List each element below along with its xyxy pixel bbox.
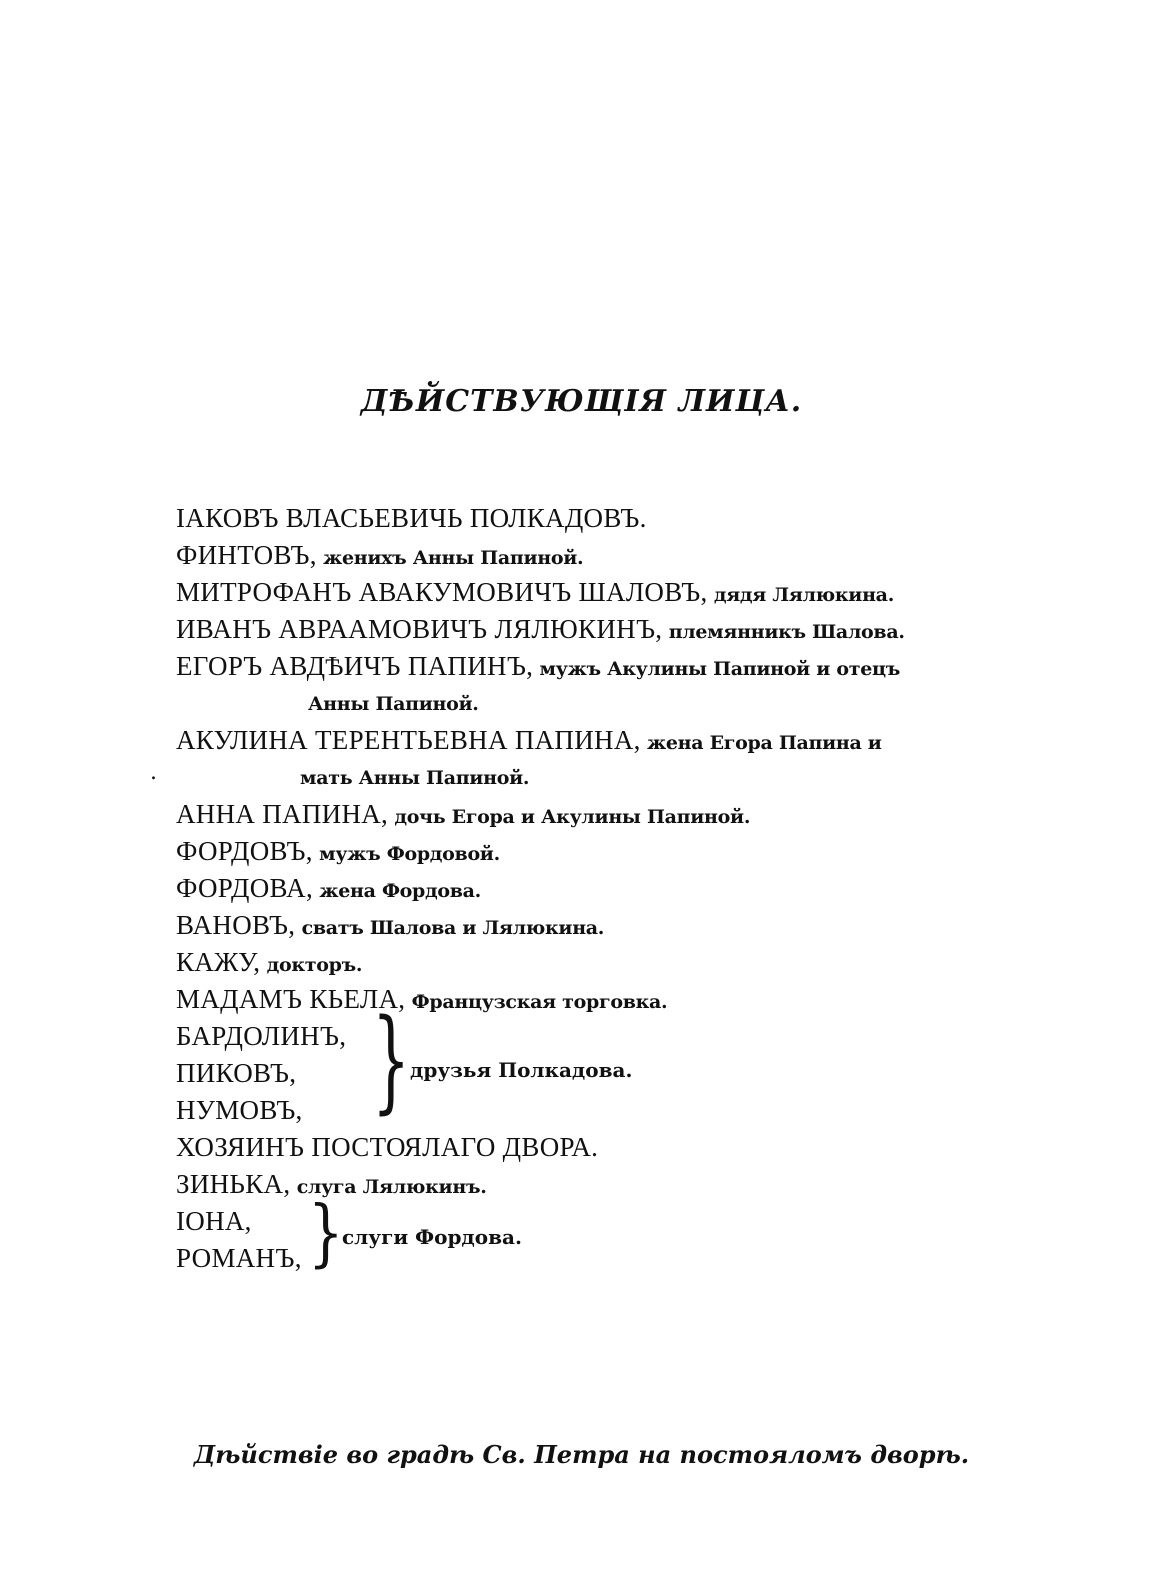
character-desc: женихъ Анны Папиной. xyxy=(316,547,584,569)
character-name: БАРДОЛИНЪ, xyxy=(176,1021,347,1051)
cast-entry xyxy=(176,574,1036,611)
character-desc: дочь Егора и Акулины Папиной. xyxy=(388,806,751,828)
right-brace: } xyxy=(372,996,411,1127)
cast-entry-continuation xyxy=(176,759,1036,796)
cast-entry xyxy=(176,1129,1036,1166)
character-desc: докторъ. xyxy=(260,954,363,976)
character-name: ФОРДОВЪ, xyxy=(176,836,313,866)
cast-entry xyxy=(176,1203,1036,1240)
character-desc-cont: мать Анны Папиной. xyxy=(300,767,530,789)
character-desc: дядя Лялюкина. xyxy=(707,584,895,606)
setting-note: Дѣйствіе во градѣ Св. Петра на постояломъ дворѣ. xyxy=(193,1440,970,1469)
character-desc: племянникъ Шалова. xyxy=(662,621,905,643)
character-name: ИВАНЪ АВРААМОВИЧЪ ЛЯЛЮКИНЪ, xyxy=(176,614,663,644)
character-desc: Французская торговка. xyxy=(405,991,668,1013)
cast-entry xyxy=(176,1166,1036,1203)
character-name: ФИНТОВЪ, xyxy=(176,540,317,570)
cast-entry xyxy=(176,500,1036,537)
character-name: ЗИНЬКА, xyxy=(176,1169,291,1199)
character-desc: сватъ Шалова и Лялюкина. xyxy=(295,917,605,939)
character-name: ФОРДОВА, xyxy=(176,873,314,903)
character-desc: жена Фордова. xyxy=(313,880,482,902)
character-desc: жена Егора Папина и xyxy=(640,732,882,754)
cast-entry xyxy=(176,722,1036,759)
character-name: ІОНА, xyxy=(176,1206,252,1236)
character-name: ПИКОВЪ, xyxy=(176,1058,297,1088)
character-name: ЕГОРЪ АВДѢИЧЪ ПАПИНЪ, xyxy=(176,651,534,681)
servants-group xyxy=(176,1191,1036,1277)
cast-entry xyxy=(176,833,1036,870)
cast-entry xyxy=(176,981,1036,1018)
cast-entry xyxy=(176,537,1036,574)
servants-names xyxy=(176,1203,1036,1277)
stray-mark: . xyxy=(150,760,157,785)
cast-entry xyxy=(176,907,1036,944)
character-desc: мужъ Фордовой. xyxy=(312,843,500,865)
cast-entry xyxy=(176,870,1036,907)
character-name: НУМОВЪ, xyxy=(176,1095,303,1125)
character-name: ІАКОВЪ ВЛАСЬЕВИЧЬ ПОЛКАДОВЪ. xyxy=(176,503,647,533)
cast-entry xyxy=(176,648,1036,685)
character-desc: слуга Лялюкинъ. xyxy=(290,1176,487,1198)
cast-entry xyxy=(176,1018,1036,1055)
character-desc: мужъ Акулины Папиной и отецъ xyxy=(533,658,900,680)
character-name: МАДАМЪ КЬЕЛА, xyxy=(176,984,406,1014)
character-name: ВАНОВЪ, xyxy=(176,910,296,940)
cast-entry-continuation xyxy=(176,685,1036,722)
character-desc-cont: Анны Папиной. xyxy=(308,693,479,715)
group-desc: слуги Фордова. xyxy=(342,1225,522,1249)
character-name: АННА ПАПИНА, xyxy=(176,799,389,829)
cast-entry xyxy=(176,1092,1036,1129)
cast-entry xyxy=(176,796,1036,833)
right-brace: } xyxy=(308,1191,344,1276)
cast-list xyxy=(176,500,1036,1277)
character-name: АКУЛИНА ТЕРЕНТЬЕВНА ПАПИНА, xyxy=(176,725,641,755)
page-title: ДѢЙСТВУЮЩІЯ ЛИЦА. xyxy=(360,384,803,419)
cast-entry xyxy=(176,944,1036,981)
character-name: РОМАНЪ, xyxy=(176,1243,302,1273)
group-desc: друзья Полкадова. xyxy=(410,1058,633,1082)
character-name: КАЖУ, xyxy=(176,947,261,977)
character-name: ХОЗЯИНЪ ПОСТОЯЛАГО ДВОРА. xyxy=(176,1132,599,1162)
character-name: МИТРОФАНЪ АВАКУМОВИЧЪ ШАЛОВЪ, xyxy=(176,577,708,607)
cast-entry xyxy=(176,1240,1036,1277)
cast-entry xyxy=(176,611,1036,648)
